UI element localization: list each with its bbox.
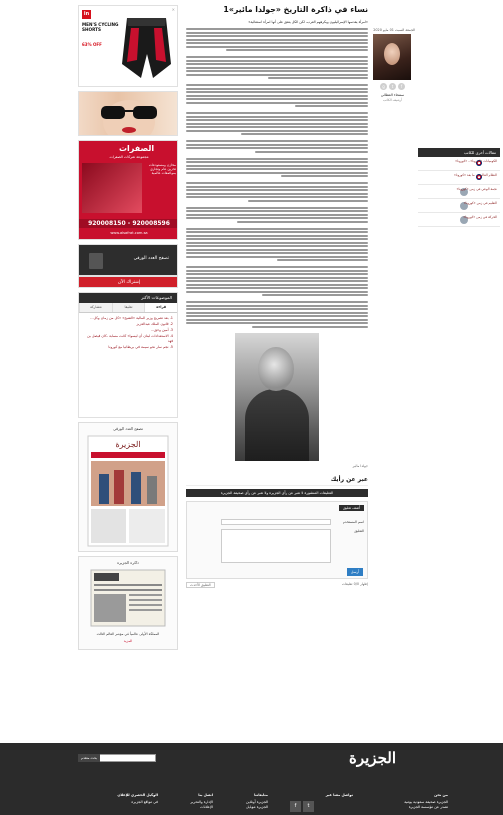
archive-clipping-image xyxy=(79,568,177,628)
advanced-search-button[interactable]: بحث متقدم xyxy=(78,754,100,762)
author-socials xyxy=(370,83,415,90)
print-edition-banner[interactable] xyxy=(78,244,178,276)
footer-link[interactable]: الجزيرة أونلاين xyxy=(245,800,268,804)
comments-sort-select[interactable]: التعليق الأحدث xyxy=(186,582,215,588)
footer-col-contact xyxy=(173,793,213,810)
ad-title: MEN'S CYCLING SHORTS xyxy=(82,22,119,32)
footer-link[interactable]: الإدارة والتحرير xyxy=(190,800,213,804)
ad-close-icon[interactable]: ✕ xyxy=(171,7,175,12)
alsafrat-description: مخازن ومستودعات تخزين عام وتجاري بمواصفات عالمية xyxy=(148,163,176,176)
svg-text:الجزيرة: الجزيرة xyxy=(115,440,141,449)
list-item[interactable] xyxy=(418,157,500,171)
newspaper-cover-image xyxy=(79,434,177,549)
cycling-shorts-ad[interactable] xyxy=(78,5,178,87)
send-comment-button[interactable]: أرسل xyxy=(347,568,363,576)
more-article-title: النظام العالمي.. ما بعد «كورونا» xyxy=(453,173,497,177)
footer-col-social xyxy=(293,793,353,800)
tab-comments[interactable]: تعليقا xyxy=(112,303,145,312)
archive-widget[interactable] xyxy=(78,556,178,650)
facebook-icon[interactable]: f xyxy=(290,801,301,812)
footer-link[interactable]: في مواقع الجزيرة xyxy=(131,800,158,804)
comments-tools xyxy=(186,582,368,588)
site-footer xyxy=(0,743,503,815)
footer-logo[interactable]: الجزيرة xyxy=(349,749,397,767)
ad-discount: 63% OFF xyxy=(82,42,102,47)
archive-caption: المملكة الأولى عالمياً في مؤشر العالم الثالث xyxy=(96,632,160,636)
more-article-title: التعليم في زمن «كورونا» xyxy=(463,201,497,205)
footer-col-head: من نحن xyxy=(434,793,448,797)
twitter-icon[interactable]: t xyxy=(389,83,396,90)
subscribe-label: إشتراك الآن xyxy=(117,280,141,285)
warehouse-image xyxy=(82,163,142,213)
facebook-icon[interactable]: f xyxy=(398,83,405,90)
list-item[interactable] xyxy=(418,199,500,213)
twitter-icon[interactable]: t xyxy=(303,801,314,812)
popular-widget-head: الموضوعات الأكثر xyxy=(79,293,177,303)
list-item[interactable]: 5. نجم سار نحو سيمة في بريطانيا مع كورونا xyxy=(108,344,173,349)
article-date: الجمعة السبت 01 مايو 2020 xyxy=(373,28,415,32)
more-article-title: الحركة في زمن «كورونا» xyxy=(463,215,497,219)
shorts-image xyxy=(119,14,174,82)
list-item[interactable] xyxy=(418,185,500,199)
more-articles-head: مقالات أخرى للكاتب xyxy=(418,148,500,157)
footer-text: الجزيرة صحيفة سعودية يومية xyxy=(404,800,448,804)
subscribe-button[interactable] xyxy=(78,276,178,288)
popular-list xyxy=(79,313,177,354)
tab-shares[interactable]: مشاركة xyxy=(79,303,112,312)
list-item[interactable]: 1. بعد تصريح وزير المالية «الشيخ» «كل من زمان وكل... xyxy=(90,316,173,320)
footer-col-about xyxy=(388,793,448,810)
author-name[interactable]: سمحاء العطائي xyxy=(380,93,405,97)
newspaper-icon xyxy=(89,253,103,269)
author-card xyxy=(370,28,415,102)
alsafrat-logo: الصفرات xyxy=(119,144,155,153)
ads-column xyxy=(78,5,178,654)
footer-col-head: الوكيل الحصري للإعلان xyxy=(117,793,158,797)
sunglasses-ad[interactable] xyxy=(78,91,178,136)
footer-link[interactable]: الإعلانات xyxy=(200,805,213,809)
footer-col-head: متابعاتنا xyxy=(254,793,268,797)
print-cover-head: تصفح العدد الورقي xyxy=(113,426,143,431)
author-archive-link[interactable]: أرشيف الكاتب xyxy=(383,97,402,102)
article-lead: «امرأة يقدسها الإسرائيليون ويكرههم العرب، لكن الكل يتفق على أنها امرأة استثنائية» xyxy=(248,20,368,24)
comment-form xyxy=(186,501,368,579)
more-articles-widget xyxy=(418,148,503,227)
popular-widget xyxy=(78,292,178,418)
footer-col-head: اتصل بنا xyxy=(198,793,213,797)
name-input[interactable] xyxy=(221,519,331,525)
archive-more-link[interactable]: المزيد xyxy=(123,639,133,643)
footer-col-ads xyxy=(88,793,158,805)
article-text xyxy=(186,28,368,328)
list-item[interactable]: 3. أمين وحق... xyxy=(150,328,173,333)
footer-col-head: تواصل معنا عبر xyxy=(325,793,353,797)
popular-tabs xyxy=(79,303,177,313)
article-body xyxy=(186,5,368,588)
alsafrat-website: www.alsafrat.com.sa xyxy=(110,231,148,235)
author-photo xyxy=(373,34,411,80)
add-comment-button[interactable]: أضف تعليق xyxy=(339,505,364,511)
list-item[interactable]: 2. قانون الملك عبدالعزيز xyxy=(136,322,173,327)
name-label: اسم المستخدم xyxy=(342,519,364,524)
footer-col-follow xyxy=(218,793,268,810)
alsafrat-ad[interactable] xyxy=(78,140,178,240)
print-cover-widget[interactable] xyxy=(78,422,178,552)
google-plus-icon[interactable]: g xyxy=(380,83,387,90)
photo-caption: جولدا مائير xyxy=(352,463,368,468)
sunglasses-image xyxy=(79,92,178,136)
list-item[interactable]: 4. الاستعدادات لبنان أن ليسوا» كانت مسابة -كان فيصل بن فهد xyxy=(87,334,173,343)
list-item[interactable] xyxy=(418,171,500,185)
golda-meir-photo xyxy=(235,333,319,461)
comments-section-title: عبر عن رأيك xyxy=(186,476,368,486)
list-item[interactable] xyxy=(418,213,500,227)
archive-head: ذاكرة الجزيرة xyxy=(117,560,139,565)
print-edition-label: تصفح العدد الورقي xyxy=(133,256,169,261)
footer-link[interactable]: الجزيرة موبايل xyxy=(245,805,268,809)
ad-brand-logo: in xyxy=(83,11,90,17)
footer-text: تصدر عن مؤسسة الجزيرة xyxy=(408,805,448,809)
comments-disclaimer: التعليقات المنشورة لا تعبر عن رأي الجزيرة ولا تعبر عن رأي صحيفة الجزيرة xyxy=(186,489,368,497)
comment-label: التعليق xyxy=(354,528,364,533)
more-article-title: الكوميانات «كورونا».. «كورونا» xyxy=(455,159,497,163)
comments-count: إظهار 0/0 تعليقات xyxy=(341,581,368,586)
tab-reads[interactable]: قراءة xyxy=(144,303,177,312)
alsafrat-tagline: مجموعة شركات الصفرات xyxy=(109,155,149,159)
more-article-title: نجمة الوعي في زمن «كورونا» xyxy=(456,187,497,191)
article-title: نساء في ذاكرة التاريخ «جولدا مائير»1 xyxy=(223,5,368,14)
alsafrat-phone: 920008150 - 920008596 xyxy=(79,219,178,228)
comment-textarea[interactable] xyxy=(221,529,331,563)
